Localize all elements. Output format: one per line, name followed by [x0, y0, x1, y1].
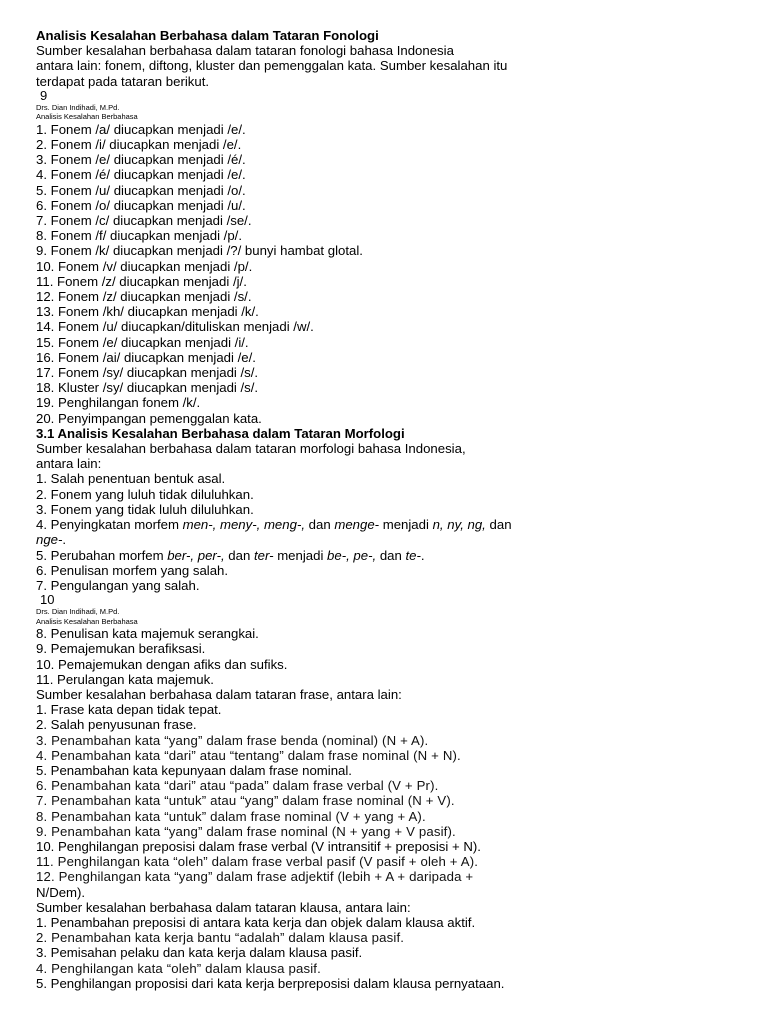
fonologi-list — [36, 122, 756, 426]
list-item: 10. Penghilangan preposisi dalam frase verbal (V intransitif + preposisi + N). — [36, 838, 481, 854]
list-item: 2. Fonem /i/ diucapkan menjadi /e/. — [36, 137, 242, 153]
list-item: 9. Pemajemukan berafiksasi. — [36, 641, 206, 657]
list-item-4 — [36, 517, 756, 532]
italic-run: ter- — [253, 547, 274, 563]
paragraph-line: antara lain: — [36, 456, 102, 472]
paragraph-line: Sumber kesalahan berbahasa dalam tataran frase, antara lain: — [36, 686, 402, 702]
section-heading-morfologi: 3.1 Analisis Kesalahan Berbahasa dalam Tataran Morfologi — [36, 425, 405, 441]
paragraph-line: antara lain: fonem, diftong, kluster dan pemenggalan kata. Sumber kesalahan itu — [36, 58, 508, 74]
list-item: 19. Penghilangan fonem /k/. — [36, 395, 201, 411]
list-item: 9. Penambahan kata “yang” dalam frase nominal (N + yang + V pasif). — [36, 823, 456, 839]
list-item: 8. Fonem /f/ diucapkan menjadi /p/. — [36, 228, 242, 244]
list-item: 11. Fonem /z/ diucapkan menjadi /j/. — [36, 273, 247, 289]
list-item: 2. Penambahan kata kerja bantu “adalah” dalam klausa pasif. — [36, 930, 405, 946]
list-item: 3. Fonem yang tidak luluh diluluhkan. — [36, 501, 254, 517]
list-item: 15. Fonem /e/ diucapkan menjadi /i/. — [36, 334, 249, 350]
paragraph-line: terdapat pada tataran berikut. — [36, 73, 210, 89]
list-item: 8. Penambahan kata “untuk” dalam frase nominal (V + yang + A). — [36, 808, 426, 824]
text-run: menjadi — [273, 547, 328, 563]
paragraph-line: Sumber kesalahan berbahasa dalam tataran morfologi bahasa Indonesia, — [36, 441, 466, 457]
text-run: . — [62, 532, 67, 548]
list-item: 3. Fonem /e/ diucapkan menjadi /é/. — [36, 152, 246, 168]
list-item: 12. Penghilangan kata “yang” dalam frase adjektif (lebih + A + daripada + — [36, 869, 474, 885]
list-item: 5. Penambahan kata kepunyaan dalam frase nominal. — [36, 762, 352, 778]
text-run: . — [420, 547, 425, 563]
list-item: 1. Frase kata depan tidak tepat. — [36, 702, 222, 718]
text-run: dan — [305, 517, 335, 533]
list-item: 5. Fonem /u/ diucapkan menjadi /o/. — [36, 182, 246, 198]
text-run: 4. Penyingkatan morfem — [36, 517, 183, 533]
list-item-5 — [36, 548, 756, 563]
list-item: 20. Penyimpangan pemenggalan kata. — [36, 410, 262, 426]
list-item: 7. Penambahan kata “untuk” atau “yang” dalam frase nominal (N + V). — [36, 793, 455, 809]
list-item: 6. Penulisan morfem yang salah. — [36, 562, 229, 578]
italic-run: nge- — [36, 532, 63, 548]
running-title: Analisis Kesalahan Berbahasa — [36, 616, 138, 626]
list-item: 14. Fonem /u/ diucapkan/dituliskan menjadi /w/. — [36, 319, 314, 335]
list-item: 11. Penghilangan kata “oleh” dalam frase verbal pasif (V pasif + oleh + A). — [36, 854, 479, 870]
list-item: 11. Perulangan kata majemuk. — [36, 671, 214, 687]
list-item: 4. Fonem /é/ diucapkan menjadi /e/. — [36, 167, 246, 183]
list-item: 9. Fonem /k/ diucapkan menjadi /?/ bunyi hambat glotal. — [36, 243, 363, 259]
page-number: 10 — [40, 592, 55, 608]
list-item: 1. Salah penentuan bentuk asal. — [36, 471, 226, 487]
list-item: 4. Penambahan kata “dari” atau “tentang” dalam frase nominal (N + N). — [36, 747, 461, 763]
section-heading-fonologi: Analisis Kesalahan Berbahasa dalam Tataran Fonologi — [36, 28, 379, 43]
text-run: dan — [376, 547, 406, 563]
list-item: 7. Pengulangan yang salah. — [36, 577, 200, 593]
italic-run: men-, meny-, meng-, — [182, 517, 305, 533]
list-item: 1. Fonem /a/ diucapkan menjadi /e/. — [36, 121, 246, 137]
italic-run: n, ny, ng, — [432, 517, 486, 533]
paragraph-line: Sumber kesalahan berbahasa dalam tataran klausa, antara lain: — [36, 899, 411, 915]
list-item: 6. Penambahan kata “dari” atau “pada” dalam frase verbal (V + Pr). — [36, 778, 439, 794]
list-item: 3. Penambahan kata “yang” dalam frase benda (nominal) (N + A). — [36, 732, 429, 748]
text-run: 5. Perubahan morfem — [36, 547, 168, 563]
list-item: 10. Fonem /v/ diucapkan menjadi /p/. — [36, 258, 253, 274]
list-item: 2. Salah penyusunan frase. — [36, 717, 197, 733]
italic-run: ber-, per-, — [167, 547, 225, 563]
italic-run: be-, pe-, — [327, 547, 377, 563]
document-page — [36, 28, 756, 991]
text-run: dan — [485, 517, 512, 533]
list-item: 8. Penulisan kata majemuk serangkai. — [36, 626, 259, 642]
list-item: 2. Fonem yang luluh tidak diluluhkan. — [36, 486, 254, 502]
author-name: Drs. Dian Indihadi, M.Pd. — [36, 607, 120, 617]
list-item: 3. Pemisahan pelaku dan kata kerja dalam klausa pasif. — [36, 945, 363, 961]
list-item: 7. Fonem /c/ diucapkan menjadi /se/. — [36, 213, 252, 229]
page-number: 9 — [40, 87, 48, 103]
list-item: N/Dem). — [36, 884, 86, 900]
text-run: dan — [224, 547, 254, 563]
list-item: 13. Fonem /kh/ diucapkan menjadi /k/. — [36, 304, 259, 320]
italic-run: menge- — [334, 517, 380, 533]
list-item: 6. Fonem /o/ diucapkan menjadi /u/. — [36, 197, 246, 213]
author-name: Drs. Dian Indihadi, M.Pd. — [36, 102, 120, 112]
list-item: 18. Kluster /sy/ diucapkan menjadi /s/. — [36, 380, 259, 396]
list-item-4-continued — [36, 532, 756, 547]
list-item: 4. Penghilangan kata “oleh” dalam klausa pasif. — [36, 960, 321, 976]
running-title: Analisis Kesalahan Berbahasa — [36, 112, 138, 122]
paragraph-line: Sumber kesalahan berbahasa dalam tataran fonologi bahasa Indonesia — [36, 43, 454, 59]
italic-run: te- — [405, 547, 421, 563]
list-item: 12. Fonem /z/ diucapkan menjadi /s/. — [36, 289, 252, 305]
list-item: 5. Penghilangan proposisi dari kata kerja berpreposisi dalam klausa pernyataan. — [36, 975, 505, 991]
list-item: 1. Penambahan preposisi di antara kata kerja dan objek dalam klausa aktif. — [36, 914, 476, 930]
text-run: menjadi — [379, 517, 433, 533]
list-item: 10. Pemajemukan dengan afiks dan sufiks. — [36, 656, 288, 672]
list-item: 16. Fonem /ai/ diucapkan menjadi /e/. — [36, 349, 256, 365]
list-item: 17. Fonem /sy/ diucapkan menjadi /s/. — [36, 365, 259, 381]
